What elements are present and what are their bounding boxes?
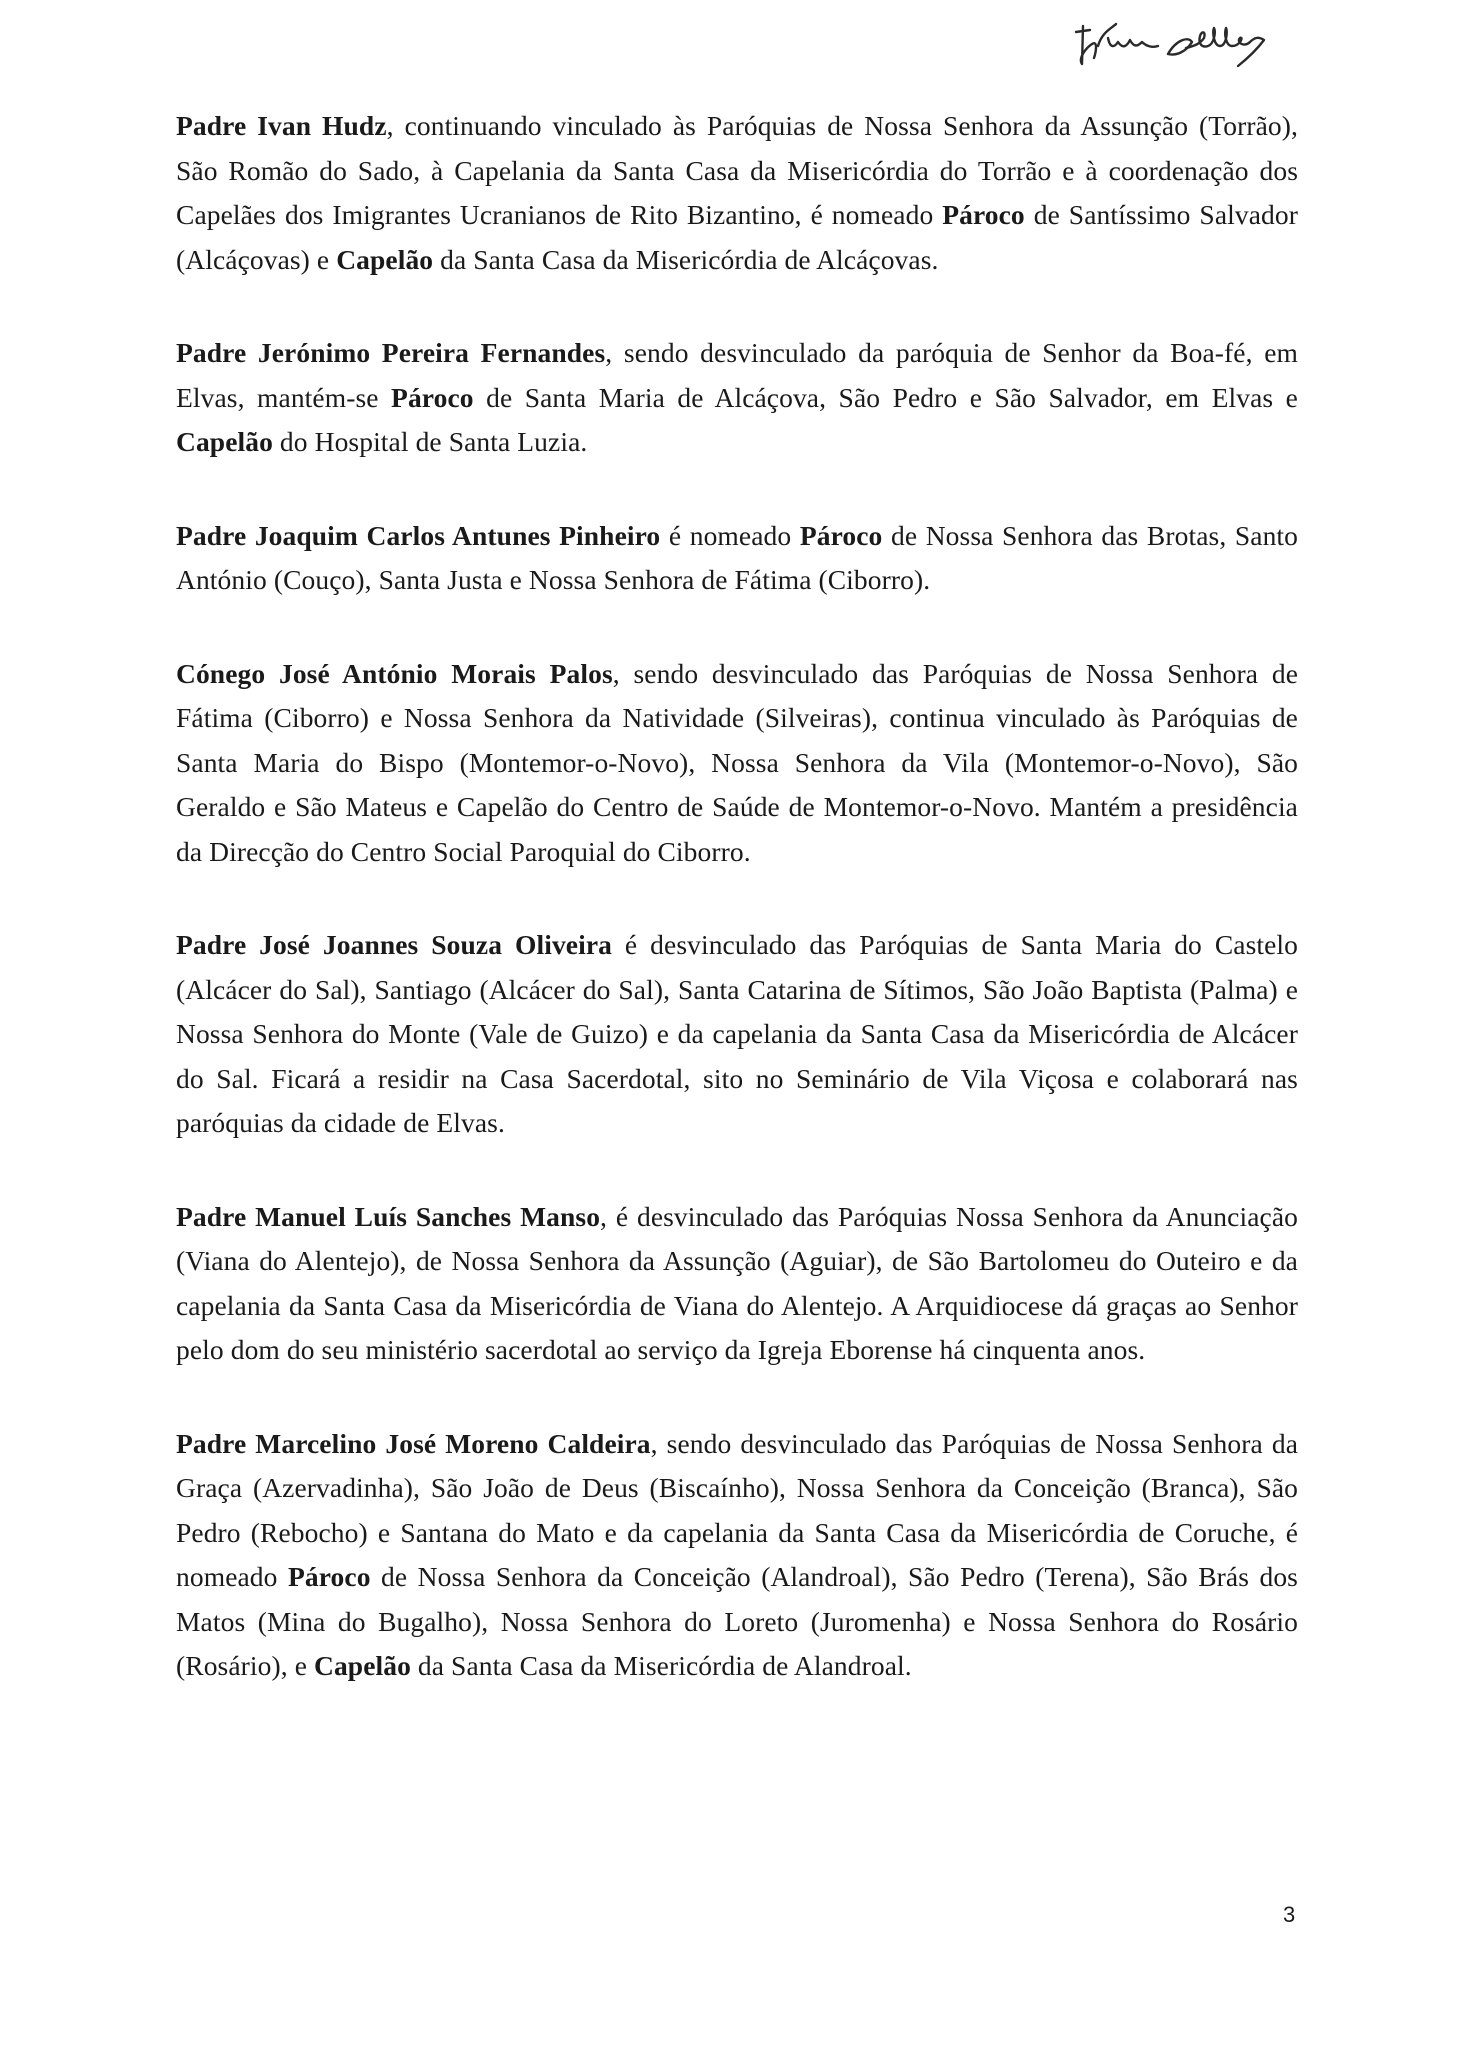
paragraph-text: de Nossa Senhora das Brotas, Santo António (Couço), Santa Justa e Nossa Senhora de Fátima (Ciborro).	[176, 519, 1299, 595]
priest-name: Padre Manuel Luís Sanches Manso	[176, 1200, 601, 1232]
handwritten-signature	[1068, 18, 1278, 98]
paragraph-text: é nomeado	[660, 519, 800, 551]
paragraph-text: , sendo desvinculado das Paróquias de Nossa Senhora da Graça (Azervadinha), São João de Deus (Biscaínho), Nossa Senhora da Conceição (Branca), São Pedro (Rebocho) e Santana do Mato e da capelania da Santa Casa da Misericórdia de Coruche, é nomeado	[176, 1427, 1298, 1592]
paragraph-jose-antonio-palos	[176, 652, 1298, 875]
paragraph-text: de Santa Maria de Alcáçova, São Pedro e São Salvador, em Elvas e	[473, 381, 1298, 413]
paragraph-jose-joannes-oliveira	[176, 923, 1298, 1146]
paragraph-text: , continuando vinculado às Paróquias de Nossa Senhora da Assunção (Torrão), São Romão do Sado, à Capelania da Santa Casa da Misericórdia do Torrão e à coordenação dos Capelães dos Imigrantes Ucranianos de Rito Bizantino, é nomeado	[176, 110, 1298, 230]
priest-name: Padre Ivan Hudz	[176, 110, 387, 141]
paragraph-text: de Nossa Senhora da Conceição (Alandroal), São Pedro (Terena), São Brás dos Matos (Mina do Bugalho), Nossa Senhora do Loreto (Juromenha) e Nossa Senhora do Rosário (Rosário), e	[176, 1561, 1298, 1681]
paragraph-text: da Santa Casa da Misericórdia de Alandroal.	[410, 1650, 912, 1681]
role-title: Pároco	[799, 519, 883, 551]
page-number: 3	[1283, 1902, 1296, 1927]
paragraph-manuel-manso	[176, 1195, 1298, 1373]
priest-name: Padre Joaquim Carlos Antunes Pinheiro	[176, 519, 661, 551]
priest-name: Padre José Joannes Souza Oliveira	[176, 929, 613, 960]
paragraph-text: , é desvinculado das Paróquias Nossa Senhora da Anunciação (Viana do Alentejo), de Nossa Senhora da Assunção (Aguiar), de São Bartolomeu do Outeiro e da capelania da Santa Casa da Misericórdia de Viana do Alentejo. A Arquidiocese dá graças ao Senhor pelo dom do seu ministério sacerdotal ao serviço da Igreja Eborense há cinquenta anos.	[176, 1200, 1298, 1365]
paragraph-joaquim-pinheiro	[176, 514, 1298, 603]
role-title: Capelão	[336, 243, 434, 275]
paragraph-text: , sendo desvinculado das Paróquias de Nossa Senhora de Fátima (Ciborro) e Nossa Senhora da Natividade (Silveiras), continua vinculado às Paróquias de Santa Maria do Bispo (Montemor-o-Novo), Nossa Senhora da Vila (Montemor-o-Novo), São Geraldo e São Mateus e Capelão do Centro de Saúde de Montemor-o-Novo. Mantém a presidência da Direcção do Centro Social Paroquial do Ciborro.	[176, 657, 1298, 867]
role-title: Pároco	[391, 381, 474, 413]
paragraph-text: , sendo desvinculado da paróquia de Senhor da Boa-fé, em Elvas, mantém-se	[176, 337, 1298, 413]
paragraph-text: da Santa Casa da Misericórdia de Alcáçovas.	[433, 243, 939, 275]
priest-name: Padre Jerónimo Pereira Fernandes	[176, 337, 606, 368]
role-title: Capelão	[314, 1650, 411, 1681]
role-title: Pároco	[942, 199, 1025, 230]
priest-name: Cónego José António Morais Palos	[176, 657, 613, 689]
role-title: Capelão	[176, 426, 273, 457]
paragraph-text: de Santíssimo Salvador (Alcáçovas) e	[176, 199, 1298, 275]
paragraph-text: é desvinculado das Paróquias de Santa Maria do Castelo (Alcácer do Sal), Santiago (Alcácer do Sal), Santa Catarina de Sítimos, São João Baptista (Palma) e Nossa Senhora do Monte (Vale de Guizo) e da capelania da Santa Casa da Misericórdia de Alcácer do Sal. Ficará a residir na Casa Sacerdotal, sito no Seminário de Vila Viçosa e colaborará nas paróquias da cidade de Elvas.	[176, 929, 1299, 1138]
paragraph-jeronimo-fernandes	[176, 331, 1298, 465]
document-body	[176, 104, 1298, 1738]
paragraph-text: do Hospital de Santa Luzia.	[272, 426, 588, 457]
paragraph-ivan-hudz	[176, 104, 1298, 282]
priest-name: Padre Marcelino José Moreno Caldeira	[176, 1427, 651, 1459]
paragraph-marcelino-caldeira	[176, 1422, 1298, 1689]
role-title: Pároco	[287, 1561, 371, 1592]
